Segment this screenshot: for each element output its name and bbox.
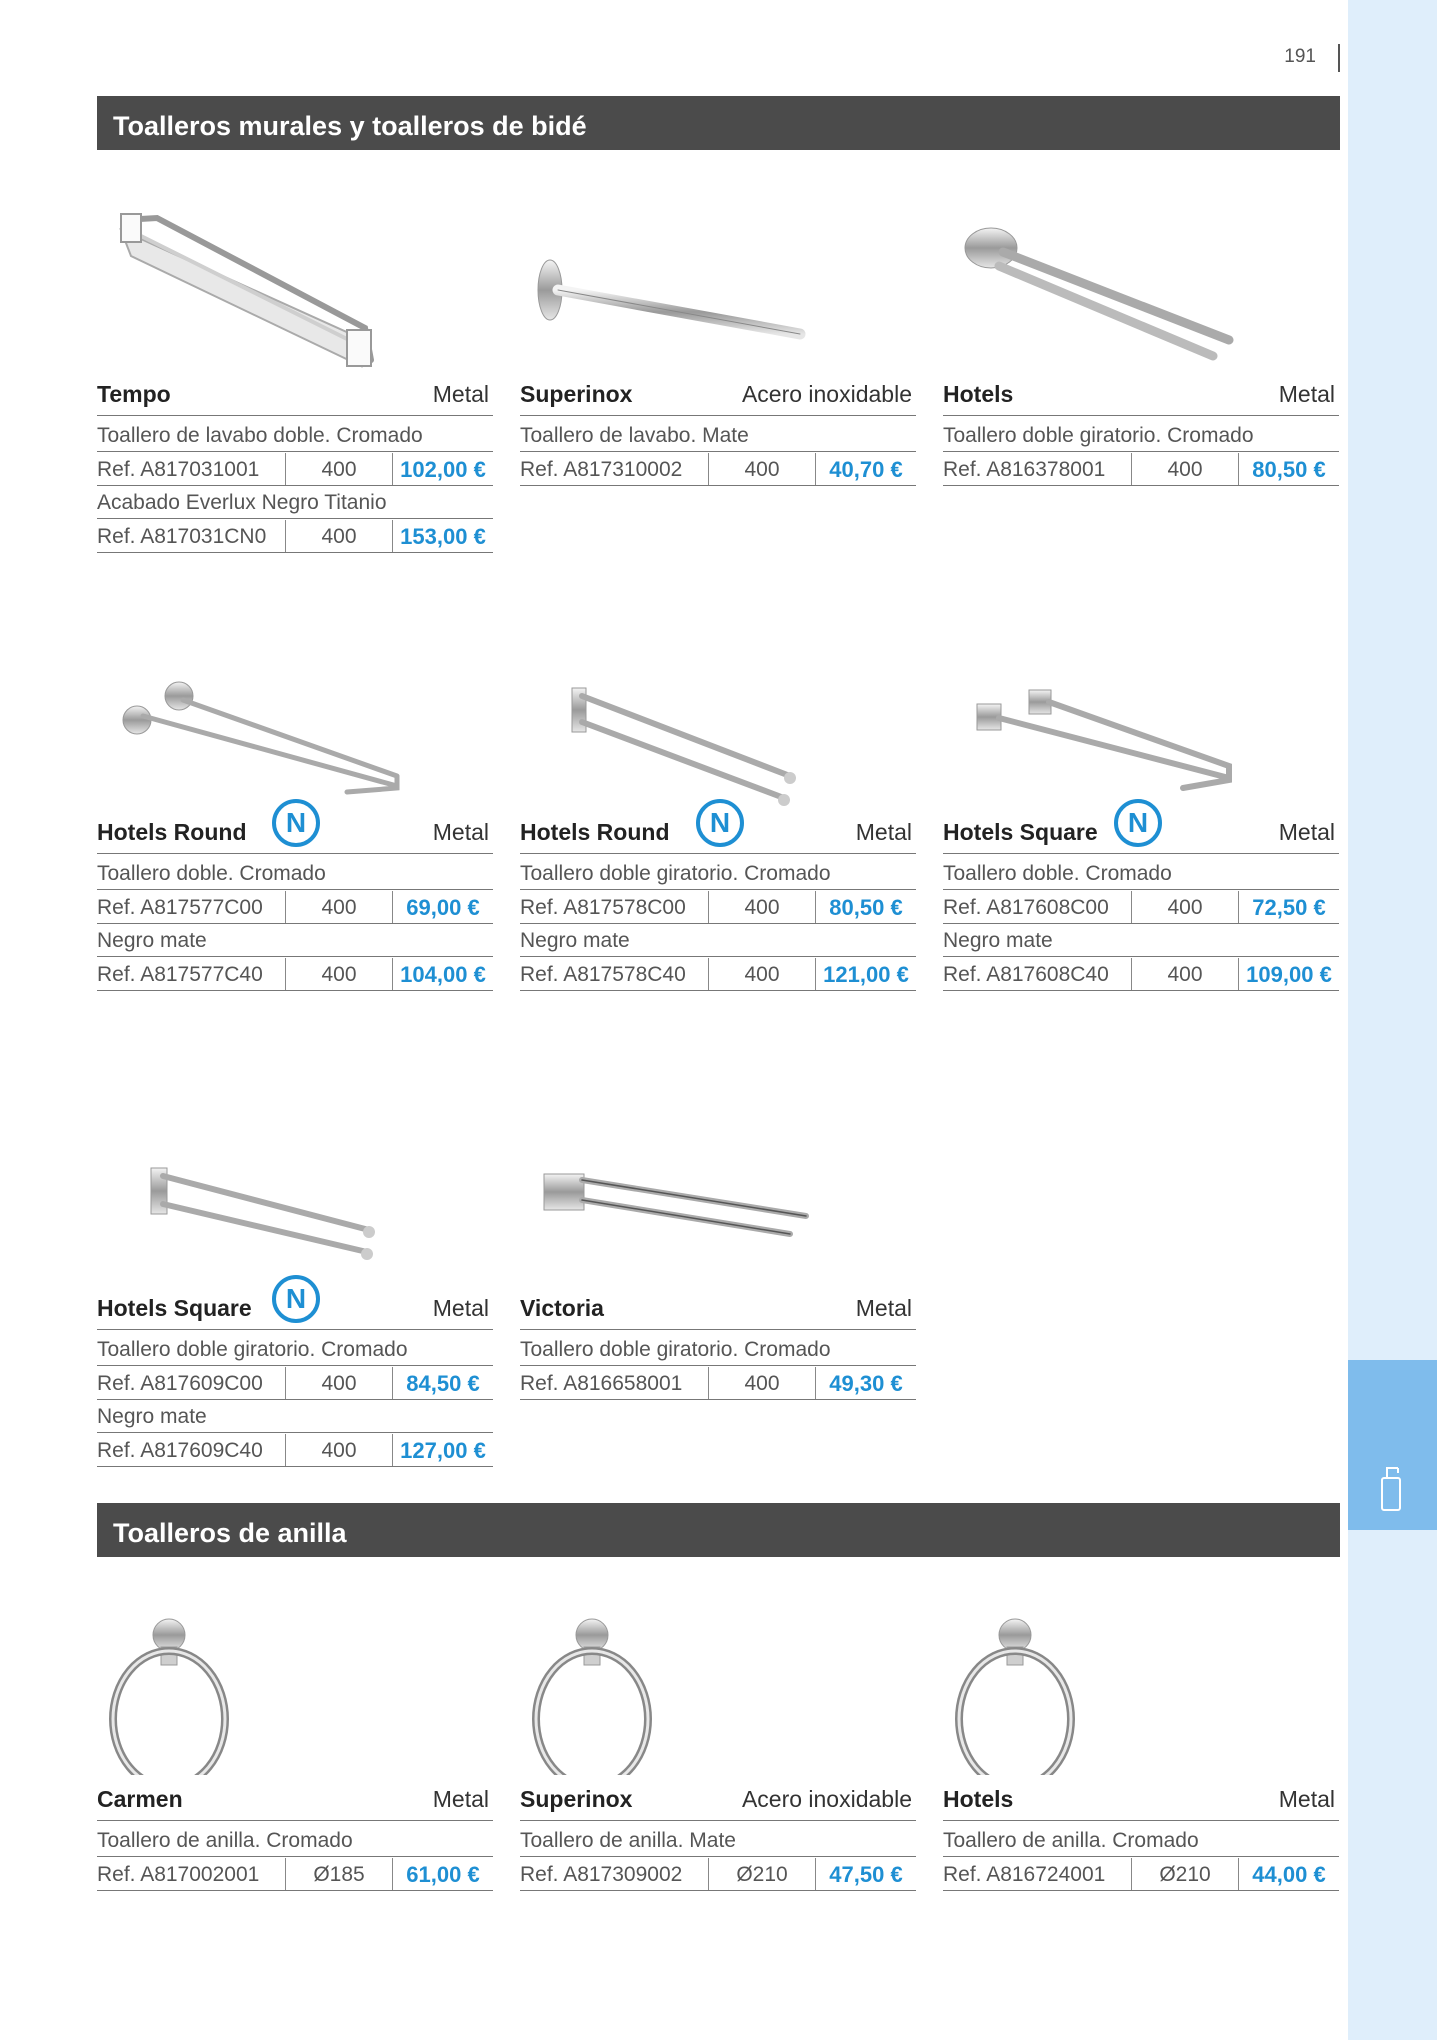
- size-value: 400: [1131, 891, 1239, 923]
- product-description: Toallero de anilla. Cromado: [943, 1824, 1339, 1857]
- product-header: [97, 1283, 493, 1330]
- product-description: Negro mate: [943, 924, 1339, 957]
- reference-code: Ref. A817609C40: [97, 1438, 263, 1462]
- product-material: Metal: [432, 819, 489, 845]
- price: 153,00 €: [400, 523, 486, 549]
- reference-row: [97, 958, 493, 991]
- side-color-strip: [1348, 0, 1437, 2040]
- reference-row: [943, 1858, 1339, 1891]
- product-description: Toallero de lavabo doble. Cromado: [97, 419, 493, 452]
- price: 80,50 €: [829, 894, 903, 920]
- reference-row: [520, 1367, 916, 1400]
- reference-code: Ref. A817309002: [520, 1862, 683, 1886]
- reference-row: [520, 891, 916, 924]
- price: 109,00 €: [1246, 961, 1332, 987]
- size-value: Ø210: [1131, 1858, 1239, 1890]
- price: 80,50 €: [1252, 456, 1326, 482]
- size-value: 400: [1131, 453, 1239, 485]
- size-value: 400: [708, 891, 816, 923]
- new-badge: N: [1114, 799, 1162, 847]
- price: 84,50 €: [406, 1370, 480, 1396]
- product-header: [97, 380, 493, 416]
- product-header: [520, 807, 916, 854]
- product-header: [520, 1294, 916, 1330]
- product-name: Victoria: [520, 1295, 604, 1321]
- reference-code: Ref. A817577C00: [97, 895, 263, 919]
- section-header-wall-towel-bars: Toalleros murales y toalleros de bidé: [97, 96, 1340, 150]
- reference-row: [520, 958, 916, 991]
- reference-code: Ref. A817031CN0: [97, 524, 267, 548]
- product-image: [943, 190, 1339, 370]
- price: 49,30 €: [829, 1370, 903, 1396]
- product-description: Toallero de lavabo. Mate: [520, 419, 916, 452]
- product-image: [97, 628, 493, 808]
- product-name: Superinox: [520, 1786, 633, 1812]
- product-card: [520, 1104, 916, 1484]
- product-description: Toallero doble. Cromado: [943, 857, 1339, 890]
- product-header: [520, 380, 916, 416]
- product-name: Hotels Round: [97, 819, 247, 845]
- product-name: Hotels: [943, 381, 1014, 407]
- product-description: Toallero de anilla. Mate: [520, 1824, 916, 1857]
- product-material: Metal: [432, 1295, 489, 1321]
- size-value: 400: [285, 453, 393, 485]
- product-card: [943, 1595, 1339, 1975]
- product-image: [520, 628, 916, 808]
- product-image: [97, 1595, 493, 1775]
- reference-row: [943, 453, 1339, 486]
- product-image: [520, 190, 916, 370]
- reference-code: Ref. A816378001: [943, 457, 1106, 481]
- product-description: Toallero de anilla. Cromado: [97, 1824, 493, 1857]
- product-card: [520, 628, 916, 1008]
- price: 102,00 €: [400, 456, 486, 482]
- size-value: Ø185: [285, 1858, 393, 1890]
- size-value: Ø210: [708, 1858, 816, 1890]
- reference-code: Ref. A817578C40: [520, 962, 686, 986]
- size-value: 400: [285, 1434, 393, 1466]
- product-name: Hotels Square: [97, 1295, 252, 1321]
- product-image: [520, 1595, 916, 1775]
- product-card: [97, 190, 493, 570]
- reference-row: [97, 453, 493, 486]
- product-name: Hotels Square: [943, 819, 1098, 845]
- product-description: Negro mate: [97, 924, 493, 957]
- product-image: [97, 190, 493, 370]
- price: 127,00 €: [400, 1437, 486, 1463]
- product-card: [97, 1104, 493, 1484]
- reference-row: [97, 891, 493, 924]
- reference-code: Ref. A817002001: [97, 1862, 260, 1886]
- size-value: 400: [708, 1367, 816, 1399]
- product-description: Toallero doble giratorio. Cromado: [943, 419, 1339, 452]
- reference-code: Ref. A816724001: [943, 1862, 1106, 1886]
- product-header: [943, 1785, 1339, 1821]
- product-description: Toallero doble giratorio. Cromado: [520, 857, 916, 890]
- new-badge: N: [696, 799, 744, 847]
- reference-row: [943, 891, 1339, 924]
- product-header: [97, 807, 493, 854]
- reference-row: [97, 1858, 493, 1891]
- product-card: [520, 1595, 916, 1975]
- reference-code: Ref. A817608C00: [943, 895, 1109, 919]
- price: 72,50 €: [1252, 894, 1326, 920]
- accessory-icon: [1376, 1464, 1406, 1512]
- new-badge: N: [272, 1275, 320, 1323]
- price: 47,50 €: [829, 1861, 903, 1887]
- product-image: [520, 1104, 916, 1284]
- product-material: Metal: [432, 1786, 489, 1812]
- product-name: Hotels: [943, 1786, 1014, 1812]
- product-header: [943, 807, 1339, 854]
- chapter-tab[interactable]: [1348, 1360, 1437, 1530]
- reference-code: Ref. A817608C40: [943, 962, 1109, 986]
- product-name: Hotels Round: [520, 819, 670, 845]
- price: 40,70 €: [829, 456, 903, 482]
- reference-row: [520, 1858, 916, 1891]
- page-number: 191: [1284, 46, 1316, 67]
- product-description: Toallero doble. Cromado: [97, 857, 493, 890]
- product-material: Acero inoxidable: [741, 1786, 912, 1812]
- reference-code: Ref. A817578C00: [520, 895, 686, 919]
- size-value: 400: [708, 958, 816, 990]
- reference-row: [943, 958, 1339, 991]
- size-value: 400: [708, 453, 816, 485]
- product-name: Superinox: [520, 381, 633, 407]
- reference-code: Ref. A817310002: [520, 457, 683, 481]
- new-badge: N: [272, 799, 320, 847]
- reference-row: [97, 1434, 493, 1467]
- size-value: 400: [285, 520, 393, 552]
- reference-code: Ref. A817577C40: [97, 962, 263, 986]
- reference-code: Ref. A817609C00: [97, 1371, 263, 1395]
- product-name: Tempo: [97, 381, 171, 407]
- product-image: [943, 1595, 1339, 1775]
- product-card: [943, 628, 1339, 1008]
- product-material: Metal: [1278, 1786, 1335, 1812]
- product-description: Toallero doble giratorio. Cromado: [520, 1333, 916, 1366]
- product-material: Metal: [1278, 381, 1335, 407]
- product-name: Carmen: [97, 1786, 183, 1812]
- product-card: [97, 628, 493, 1008]
- product-material: Acero inoxidable: [741, 381, 912, 407]
- product-header: [943, 380, 1339, 416]
- section-header-towel-rings: Toalleros de anilla: [97, 1503, 1340, 1557]
- product-image: [97, 1104, 493, 1284]
- product-header: [520, 1785, 916, 1821]
- product-material: Metal: [855, 819, 912, 845]
- product-card: [520, 190, 916, 570]
- product-description: Acabado Everlux Negro Titanio: [97, 486, 493, 519]
- price: 44,00 €: [1252, 1861, 1326, 1887]
- size-value: 400: [1131, 958, 1239, 990]
- product-description: Toallero doble giratorio. Cromado: [97, 1333, 493, 1366]
- size-value: 400: [285, 891, 393, 923]
- product-image: [943, 628, 1339, 808]
- product-description: Negro mate: [520, 924, 916, 957]
- reference-row: [520, 453, 916, 486]
- product-material: Metal: [1278, 819, 1335, 845]
- product-material: Metal: [432, 381, 489, 407]
- price: 121,00 €: [823, 961, 909, 987]
- product-description: Negro mate: [97, 1400, 493, 1433]
- product-card: [97, 1595, 493, 1975]
- product-card: [943, 190, 1339, 570]
- reference-code: Ref. A816658001: [520, 1371, 683, 1395]
- price: 69,00 €: [406, 894, 480, 920]
- reference-row: [97, 520, 493, 553]
- price: 104,00 €: [400, 961, 486, 987]
- product-material: Metal: [855, 1295, 912, 1321]
- size-value: 400: [285, 958, 393, 990]
- reference-code: Ref. A817031001: [97, 457, 260, 481]
- size-value: 400: [285, 1367, 393, 1399]
- reference-row: [97, 1367, 493, 1400]
- page-number-divider: [1338, 44, 1340, 72]
- price: 61,00 €: [406, 1861, 480, 1887]
- product-header: [97, 1785, 493, 1821]
